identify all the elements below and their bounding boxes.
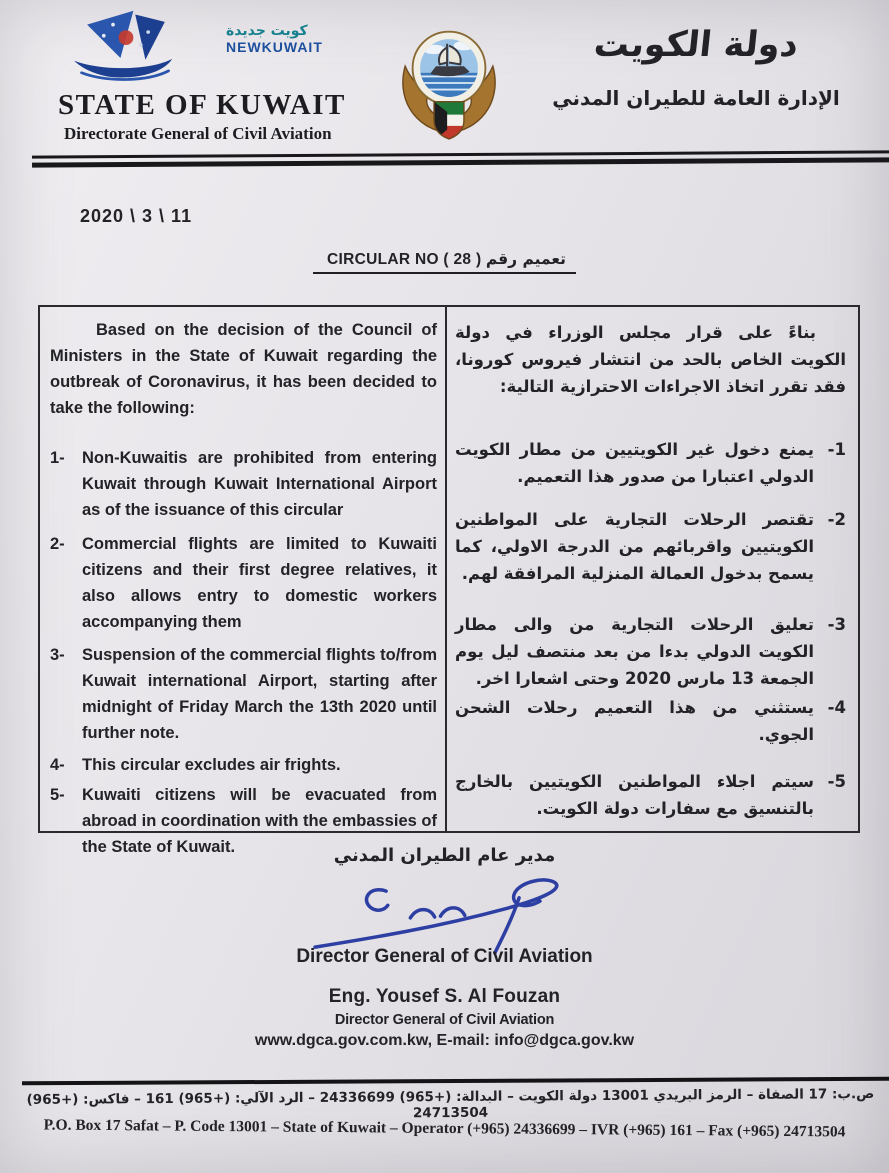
newkuwait-english-label: NEWKUWAIT: [226, 39, 323, 55]
header-right: [521, 22, 871, 110]
item-number: 1-: [50, 449, 65, 467]
website-email-line: www.dgca.gov.com.kw, E-mail: info@dgca.gov.kw: [254, 1032, 635, 1049]
signer-title-arabic: مدير عام الطيران المدني: [333, 845, 556, 866]
circular-heading-arabic: تعميم رقم: [485, 250, 566, 268]
english-item-2: [50, 531, 437, 635]
english-intro-paragraph: Based on the decision of the Council of Ministers in the State of Kuwait regarding the outbreak of Coronavirus, it has been decided to take the following:: [50, 321, 437, 417]
english-column: [40, 307, 447, 856]
newkuwait-logo: [58, 8, 368, 87]
arabic-item-4: [455, 694, 846, 748]
arabic-column: [447, 307, 858, 831]
footer-contact-arabic: ص.ب: 17 الصفاة – الرمز البريدي 13001 دولة الكويت – البدالة: (+965) 24336699 – الرد الآلي: (+965) 161 – فاكس: (+965) 24713504: [26, 1086, 875, 1122]
item-text: يمنع دخول غير الكويتيين من مطار الكويت الدولي اعتبارا من صدور هذا التعميم.: [455, 440, 814, 486]
item-number: 5-: [50, 786, 65, 804]
state-of-kuwait-title-arabic: دولة الكويت: [591, 25, 801, 65]
item-number: 2-: [50, 535, 65, 553]
item-number: 4-: [50, 756, 65, 774]
item-text: يستثني من هذا التعميم رحلات الشحن الجوي.: [455, 698, 814, 744]
item-number: 1-: [827, 440, 846, 459]
english-item-3: [50, 642, 437, 746]
signer-name-title: Director General of Civil Aviation: [334, 1012, 555, 1028]
item-text: Kuwaiti citizens will be evacuated from abroad in coordination with the embassies of the State of Kuwait.: [82, 786, 437, 856]
directorate-subtitle-arabic: الإدارة العامة للطيران المدني: [552, 86, 840, 110]
item-text: تعليق الرحلات التجارية من والى مطار الكويت الدولي بدءا من بعد منتصف ليل يوم الجمعة 13 مارس 2020 وحتى اشعارا اخر.: [455, 615, 814, 688]
footer-contact-english: P.O. Box 17 Safat – P. Code 13001 – State of Kuwait – Operator (+965) 24336699 – IVR (+965) 161 – Fax (+965) 24713504: [43, 1116, 846, 1141]
arabic-item-3: [455, 611, 846, 692]
item-text: تقتصر الرحلات التجارية على المواطنين الكويتيين واقربائهم من الدرجة الاولي، كما يسمح بدخول العمالة المنزلية المرافقة لهم.: [455, 510, 814, 583]
item-number: 4-: [827, 698, 846, 717]
kuwait-national-emblem-icon: [393, 20, 505, 151]
item-text: Commercial flights are limited to Kuwaiti citizens and their first degree relatives, it also allows entry to domestic workers accompanying them: [82, 535, 437, 631]
arabic-item-2: [455, 506, 846, 587]
item-number: 3-: [50, 646, 65, 664]
signer-name: Eng. Yousef S. Al Fouzan: [328, 986, 561, 1007]
footer-divider-rule: [22, 1077, 889, 1086]
circular-heading: [313, 250, 576, 274]
item-number: 3-: [827, 615, 846, 634]
arabic-item-1: [455, 436, 846, 490]
english-item-1: [50, 445, 437, 523]
newkuwait-arabic-label: كويت جديدة: [226, 23, 308, 39]
header-left: [58, 8, 368, 144]
item-text: Non-Kuwaitis are prohibited from entering Kuwait through Kuwait International Airport as of the issuance of this circular: [82, 449, 437, 519]
document-date: 2020 \ 3 \ 11: [80, 206, 193, 226]
arabic-item-5: [455, 768, 846, 822]
state-of-kuwait-title: STATE OF KUWAIT: [58, 89, 346, 121]
arabic-intro-paragraph: بناءً على قرار مجلس الوزراء في دولة الكويت الخاص بالحد من انتشار فيروس كورونا، فقد تقرر اتخاذ الاجراءات الاحترازية التالية:: [455, 323, 846, 396]
circular-heading-english: CIRCULAR NO ( 28 ): [327, 251, 482, 268]
item-text: This circular excludes air frights.: [82, 756, 341, 774]
english-item-4: [50, 752, 437, 778]
directorate-subtitle-en: Directorate General of Civil Aviation: [64, 124, 332, 143]
item-text: Suspension of the commercial flights to/from Kuwait international Airport, starting after midnight of Friday March the 13th 2020 until further note.: [82, 646, 437, 742]
item-text: سيتم اجلاء المواطنين الكويتيين بالخارج بالتنسيق مع سفارات دولة الكويت.: [455, 772, 814, 818]
newkuwait-sailboat-icon: [58, 8, 218, 87]
header-divider-rule: [32, 150, 889, 167]
item-number: 2-: [827, 510, 846, 529]
signer-title-english: Director General of Civil Aviation: [296, 946, 593, 967]
item-number: 5-: [827, 772, 846, 791]
circular-heading-row: [0, 250, 889, 274]
